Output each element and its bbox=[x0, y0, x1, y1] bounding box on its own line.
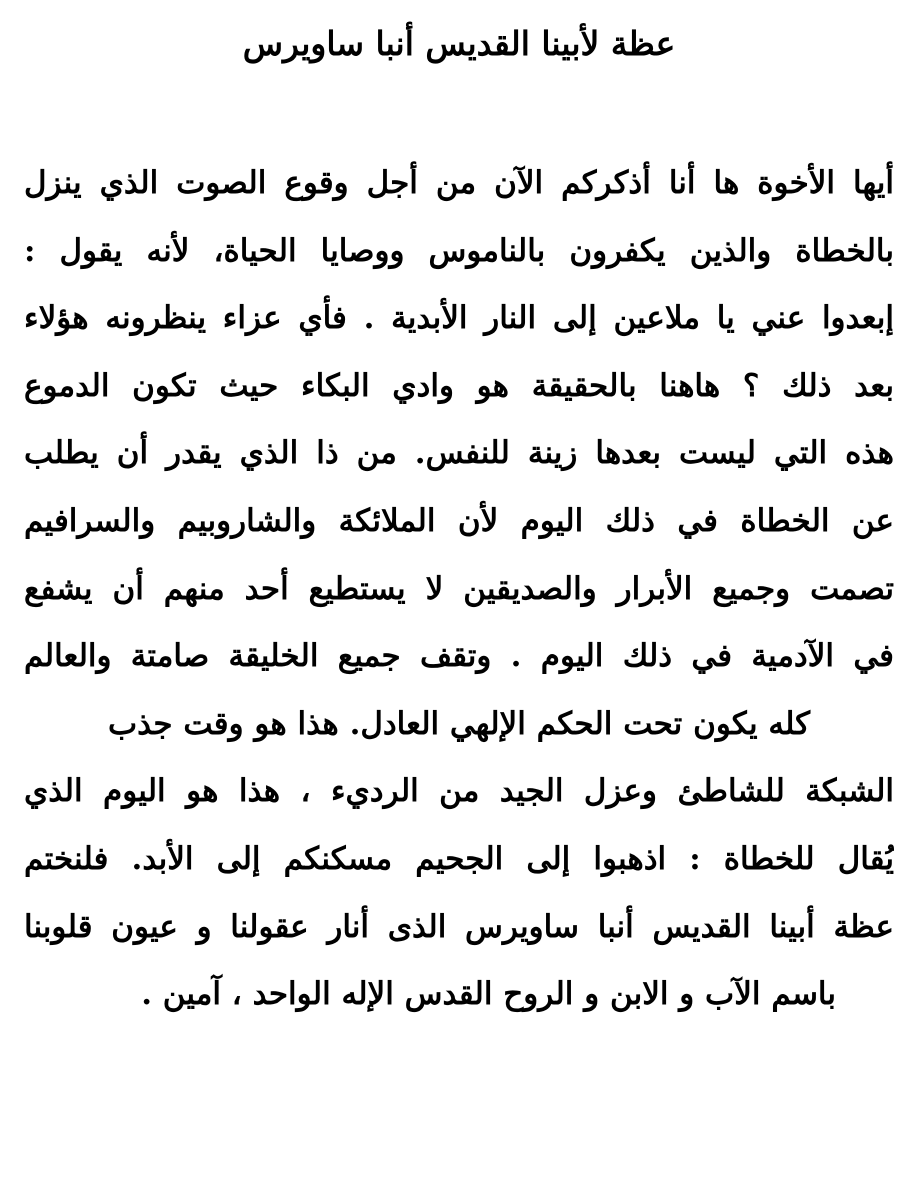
sermon-body bbox=[24, 150, 894, 1029]
text-line: يُقال للخطاة : اذهبوا إلى الجحيم مسكنكم إلى الأبد. فلنختم bbox=[24, 840, 894, 877]
document-title: عظة لأبينا القديس أنبا ساويرس bbox=[242, 24, 676, 63]
text-line: باسم الآب و الابن و الروح القدس الإله الواحد ، آمين . bbox=[141, 976, 836, 1013]
text-line: أيها الأخوة ها أنا أذكركم الآن من أجل وقوع الصوت الذي ينزل bbox=[24, 165, 894, 201]
text-line: هذه التي ليست بعدها زينة للنفس. من ذا الذي يقدر أن يطلب bbox=[24, 435, 894, 472]
text-line: تصمت وجميع الأبرار والصديقين لا يستطيع أحد منهم أن يشفع bbox=[24, 570, 894, 607]
text-line: بالخطاة والذين يكفرون بالناموس ووصايا الحياة، لأنه يقول : bbox=[24, 232, 894, 269]
text-line: إبعدوا عني يا ملاعين إلى النار الأبدية . فأي عزاء ينظرونه هؤلاء bbox=[24, 300, 894, 337]
text-line: في الآدمية في ذلك اليوم . وتقف جميع الخليقة صامتة والعالم bbox=[24, 638, 894, 675]
text-line: كله يكون تحت الحكم الإلهي العادل. هذا هو وقت جذب bbox=[107, 705, 811, 742]
text-line: بعد ذلك ؟ هاهنا بالحقيقة هو وادي البكاء حيث تكون الدموع bbox=[24, 367, 894, 404]
text-line: عن الخطاة في ذلك اليوم لأن الملائكة والشاروبيم والسرافيم bbox=[24, 502, 894, 539]
text-line: الشبكة للشاطئ وعزل الجيد من الرديء ، هذا هو اليوم الذي bbox=[24, 773, 894, 810]
text-line: عظة أبينا القديس أنبا ساويرس الذى أنار عقولنا و عيون قلوبنا bbox=[24, 908, 894, 945]
